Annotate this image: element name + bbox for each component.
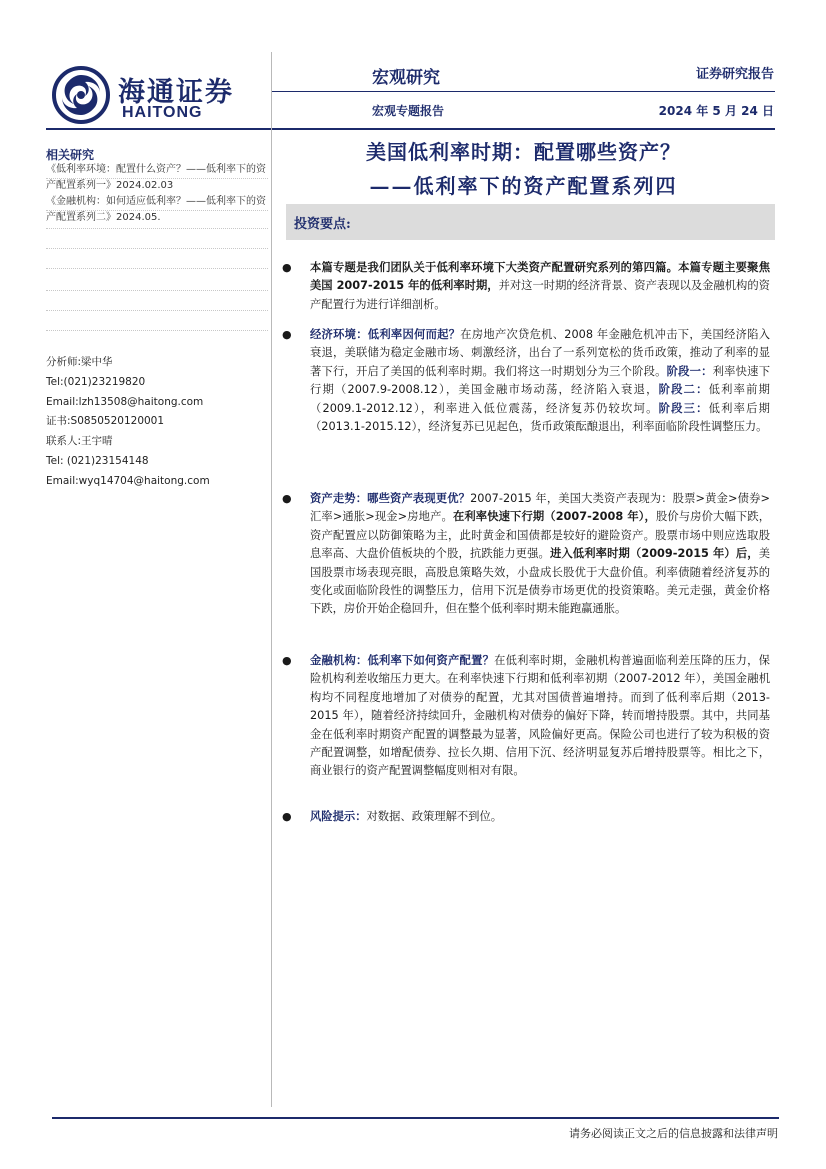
key-point-assets bbox=[282, 490, 770, 619]
intro-bold-text: 本篇专题是我们团队关于低利率环境下大类资产配置研究系列的第四篇。本篇专题主要聚焦美国 2007-2015 年的低利率时期， bbox=[310, 261, 770, 293]
column-divider bbox=[271, 52, 272, 1107]
assets-heading: 资产走势：哪些资产表现更优？ bbox=[310, 492, 471, 505]
key-point-economy bbox=[282, 326, 770, 436]
related-research-item[interactable]: 《低利率环境：配置什么资产？——低利率下的资产配置系列一》2024.02.03 bbox=[46, 164, 266, 191]
contact-tel: Tel: (021)23154148 bbox=[46, 454, 149, 467]
analyst-certificate: 证书:S0850520120001 bbox=[46, 415, 165, 428]
sidebar-dotted-divider bbox=[46, 228, 268, 229]
report-subcategory: 宏观专题报告 bbox=[372, 104, 445, 118]
institutions-heading: 金融机构：低利率下如何资产配置？ bbox=[310, 654, 495, 667]
assets-text: 2007-2015 年，美国大类资产表现为：股票>黄金>债券>汇率>通胀>现金>房地产。 bbox=[310, 492, 770, 524]
sidebar-dotted-divider bbox=[46, 310, 268, 311]
report-date: 2024 年 5 月 24 日 bbox=[658, 104, 774, 118]
analyst-email[interactable]: Email:lzh13508@haitong.com bbox=[46, 395, 204, 408]
sidebar-dotted-divider bbox=[46, 210, 268, 211]
bullet-icon: ● bbox=[282, 810, 292, 823]
key-points-header bbox=[286, 204, 775, 240]
assets-bold-phase1: 在利率快速下行期（2007-2008 年）， bbox=[452, 510, 656, 524]
assets-bold-phase2: 进入低利率时期（2009-2015 年）后， bbox=[549, 547, 759, 561]
economy-heading: 经济环境：低利率因何而起？ bbox=[310, 328, 461, 341]
institutions-text: 在低利率时期，金融机构普遍面临利差压降的压力，保险机构利差收缩压力更大。在利率快速下行期和低利率初期（2007-2012 年），美国金融机构均不同程度地增加了对债券的配置，尤其对国债普遍增持。而到了低利率后期（2013-2015 年），随着经济持续回升，金融机构对债券的偏好下降，转而增持股票。其中，共同基金在低利率时期资产配置的调整最为显著，风险偏好更高。保险公司也进行了较为积极的资产配置调整，如增配债券、拉长久期、信用下沉、经济明显复苏后增持股票等。相比之下，商业银行的资产配置调整幅度则相对有限。 bbox=[310, 654, 770, 778]
report-category: 宏观研究 bbox=[372, 68, 440, 88]
key-points-label: 投资要点: bbox=[294, 217, 351, 232]
related-research-item[interactable]: 《金融机构：如何适应低利率？——低利率下的资产配置系列二》2024.05. bbox=[46, 196, 266, 223]
analyst-name: 分析师:梁中华 bbox=[46, 356, 113, 368]
stage-two-label: 阶段二： bbox=[658, 383, 709, 397]
logo-chinese-name: 海通证券 bbox=[118, 77, 234, 108]
assets-phase1-text: 股价与房价大幅下跌，资产配置应以防御策略为主，此时黄金和国债都是较好的避险资产。股票市场中则应选取股息率高、大盘价值板块的个股，抗跌能力更强。 bbox=[310, 510, 770, 561]
stage-one-label: 阶段一： bbox=[666, 364, 713, 378]
bullet-icon: ● bbox=[282, 654, 292, 667]
footer-disclaimer: 请务必阅读正文之后的信息披露和法律声明 bbox=[569, 1127, 778, 1140]
intro-text: 并对这一时期的经济背景、资产表现以及金融机构的资产配置行为进行详细剖析。 bbox=[310, 279, 770, 311]
economy-text: 在房地产次贷危机、2008 年金融危机冲击下，美国经济陷入衰退，美联储为稳定金融市场、刺激经济，出台了一系列宽松的货币政策，推动了利率的显著下行，开启了美国的低利率时期。我们将这一时期划分为三个阶段。 bbox=[310, 328, 770, 378]
header-divider bbox=[272, 91, 775, 92]
stage-two-text: 低利率前期（2009.1-2012.12），利率进入低位震荡，经济复苏仍较坎坷。 bbox=[310, 383, 770, 415]
header-bottom-rule bbox=[46, 128, 775, 130]
analyst-tel: Tel:(021)23219820 bbox=[46, 375, 146, 388]
haitong-logo-icon bbox=[52, 66, 110, 124]
contact-name: 联系人:王宇晴 bbox=[46, 435, 113, 448]
logo-english-name: HAITONG bbox=[122, 104, 203, 121]
stage-one-text: 利率快速下行期（2007.9-2008.12），美国金融市场动荡，经济陷入衰退， bbox=[310, 364, 770, 397]
assets-phase2-text: 美国股票市场表现亮眼，高股息策略失效，小盘成长股优于大盘价值。利率债随着经济复苏的变化或面临阶段性的调整压力，信用下沉是债券市场更优的投资策略。美元走强，黄金价格下跌，房价开始企稳回升，但在整个低利率时期未能跑赢通胀。 bbox=[310, 547, 770, 616]
bullet-icon: ● bbox=[282, 261, 292, 274]
report-subtitle: ——低利率下的资产配置系列四 bbox=[369, 174, 678, 198]
risk-heading: 风险提示： bbox=[310, 810, 367, 823]
sidebar-dotted-divider bbox=[46, 268, 268, 269]
analyst-contacts bbox=[46, 353, 268, 492]
sidebar-dotted-divider bbox=[46, 290, 268, 291]
bullet-icon: ● bbox=[282, 492, 292, 505]
bullet-icon: ● bbox=[282, 328, 292, 341]
sidebar-dotted-divider bbox=[46, 330, 268, 331]
contact-email[interactable]: Email:wyq14704@haitong.com bbox=[46, 474, 210, 487]
report-type: 证券研究报告 bbox=[695, 67, 774, 82]
sidebar-dotted-divider bbox=[46, 248, 268, 249]
related-research-title: 相关研究 bbox=[46, 148, 95, 162]
sidebar-dotted-divider bbox=[46, 178, 268, 179]
key-point-institutions bbox=[282, 652, 770, 781]
risk-text: 对数据、政策理解不到位。 bbox=[366, 810, 503, 823]
stage-three-label: 阶段三： bbox=[658, 401, 709, 415]
haitong-logo bbox=[52, 66, 252, 126]
key-point-intro bbox=[282, 259, 770, 314]
footer-rule bbox=[52, 1117, 779, 1119]
stage-three-text: 低利率后期（2013.1-2015.12），经济复苏已见起色，货币政策酝酿退出，利率面临阶段性调整压力。 bbox=[310, 401, 770, 434]
key-point-risk bbox=[282, 808, 770, 826]
report-title: 美国低利率时期：配置哪些资产？ bbox=[366, 140, 681, 164]
